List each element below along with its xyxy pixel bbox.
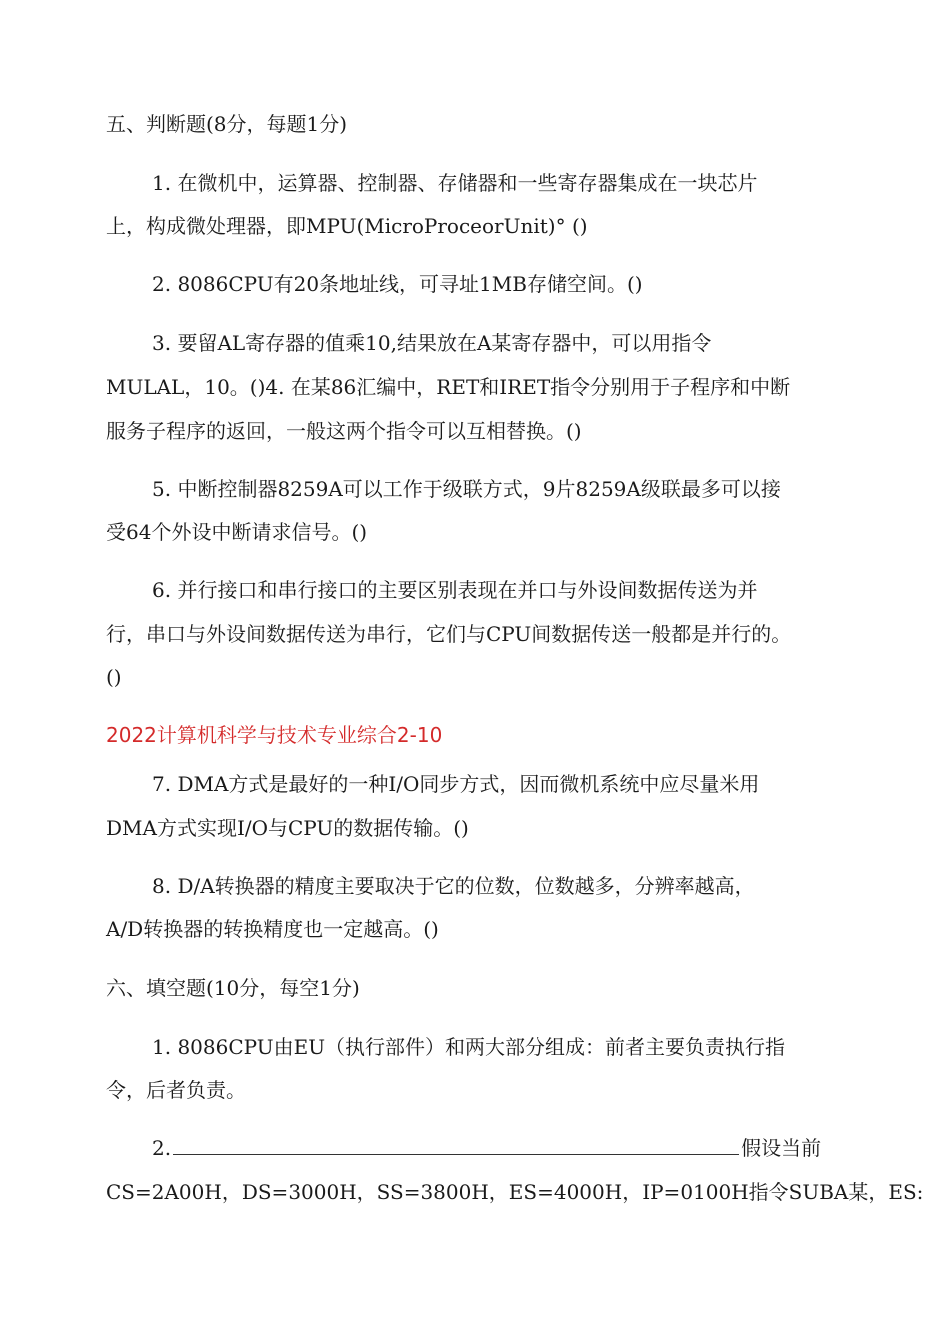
judge-q8-line1: 8. D/A转换器的精度主要取决于它的位数，位数越多，分辨率越高， — [152, 874, 755, 898]
running-header: 2022计算机科学与技术专业综合2-10 — [106, 723, 443, 747]
judge-q7-line1: 7. DMA方式是最好的一种I/O同步方式，因而微机系统中应尽量米用 — [152, 772, 760, 796]
judge-q1-line2: 上，构成微处理器，即MPU(MicroProceorUnit)° () — [106, 214, 588, 238]
judge-q7-line2: DMA方式实现I/O与CPU的数据传输。() — [106, 816, 469, 840]
judge-q5-line1: 5. 中断控制器8259A可以工作于级联方式，9片8259A级联最多可以接 — [152, 477, 781, 501]
fill-q2-line1 — [152, 1134, 821, 1162]
fill-q2-number: 2. — [152, 1136, 172, 1160]
answer-blank[interactable] — [173, 1136, 739, 1155]
fill-q2-line2: CS=2A00H，DS=3000H，SS=3800H，ES=4000H，IP=0100H指令SUBA某，ES: — [106, 1180, 924, 1204]
judge-q8-line2: A/D转换器的转换精度也一定越高。() — [106, 917, 439, 941]
judge-q3-line1: 3. 要留AL寄存器的值乘10,结果放在A某寄存器中，可以用指令 — [152, 331, 712, 355]
judge-q5-line2: 受64个外设中断请求信号。() — [106, 520, 368, 544]
judge-q6-line2: 行，串口与外设间数据传送为串行，它们与CPU间数据传送一般都是并行的。 — [106, 622, 792, 646]
judge-q1-line1: 1. 在微机中，运算器、控制器、存储器和一些寄存器集成在一块芯片 — [152, 171, 758, 195]
section-title-judge: 五、判断题(8分，每题1分) — [106, 112, 348, 136]
section-title-fill: 六、填空题(10分，每空1分) — [106, 976, 360, 1000]
judge-q3-line3: 服务子程序的返回，一般这两个指令可以互相替换。() — [106, 419, 582, 443]
fill-q1-line2: 令，后者负责。 — [106, 1078, 246, 1102]
judge-q6-line1: 6. 并行接口和串行接口的主要区别表现在并口与外设间数据传送为并 — [152, 578, 758, 602]
judge-q6-line3: () — [106, 665, 122, 689]
fill-q2-suffix: 假设当前 — [741, 1136, 822, 1160]
judge-q2: 2. 8086CPU有20条地址线，可寻址1MB存储空间。() — [152, 272, 643, 296]
fill-q1-line1: 1. 8086CPU由EU（执行部件）和两大部分组成：前者主要负责执行指 — [152, 1035, 786, 1059]
judge-q3-line2: MULAL，10。()4. 在某86汇编中，RET和IRET指令分别用于子程序和中断 — [106, 375, 791, 399]
